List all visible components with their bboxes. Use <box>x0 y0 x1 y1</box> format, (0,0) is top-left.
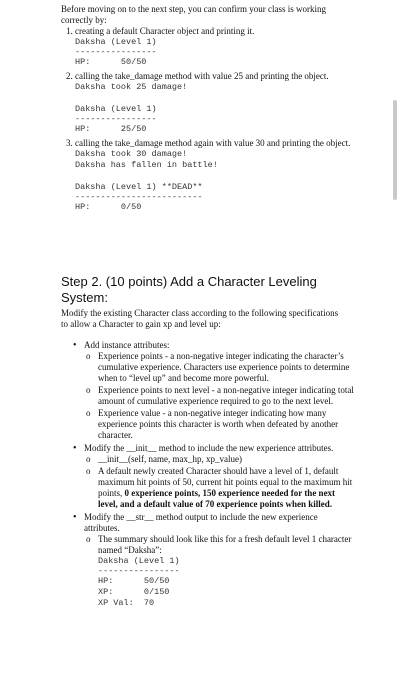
bullet-text: Modify the __str__ method output to include the new experience attributes. <box>84 512 318 533</box>
verification-steps <box>61 26 355 216</box>
vertical-scrollbar[interactable] <box>393 100 397 200</box>
sub-list <box>84 351 354 441</box>
code-line: HP: 50/50 <box>75 57 147 67</box>
code-line <box>75 93 355 104</box>
step-text: 2. calling the take_damage method with value 25 and printing the object. <box>75 71 329 81</box>
bullet-item <box>84 443 354 510</box>
sub-list <box>84 534 354 609</box>
code-line: HP: 0/50 <box>75 202 142 212</box>
step-text: 1. creating a default Character object and printing it. <box>75 26 255 36</box>
code-line: Daksha (Level 1) <box>75 104 157 114</box>
code-line: Daksha (Level 1) <box>98 556 180 566</box>
code-line <box>75 171 355 182</box>
code-line: Daksha (Level 1) **DEAD** <box>75 182 203 192</box>
bullet-text: Modify the __init__ method to include the new experience attributes. <box>84 443 334 453</box>
code-line: Daksha took 25 damage! <box>75 82 188 92</box>
bullet-text: Add instance attributes: <box>84 340 170 350</box>
sub-list <box>84 454 354 510</box>
code-line: Daksha has fallen in battle! <box>75 160 218 170</box>
sub-item <box>98 466 354 510</box>
code-rule: ---------------- <box>75 114 157 124</box>
step-item-3 <box>75 138 355 213</box>
code-line: Daksha took 30 damage! <box>75 149 188 159</box>
bullet-item <box>84 512 354 609</box>
sub-bold-text: 0 experience points, 150 experience needed for the next level, and a default value of 70 experience points when killed. <box>98 488 336 509</box>
code-line: HP: 25/50 <box>75 124 147 134</box>
requirements-list <box>72 340 354 611</box>
sub-item: o Experience value - a non-negative integer indicating how many experience points this character is worth when defeated by another character. <box>98 408 354 441</box>
step-text: 3. calling the take_damage method again with value 30 and printing the object. <box>75 138 351 148</box>
step2-heading: Step 2. (10 points) Add a Character Leveling System: <box>61 274 317 305</box>
bullet-item <box>84 340 354 441</box>
step2-description: Modify the existing Character class according to the following specifications to allow a Character to gain xp and level up: <box>61 308 339 329</box>
sub-item: o __init__(self, name, max_hp, xp_value) <box>98 454 354 465</box>
code-line: HP: 50/50 <box>98 576 170 586</box>
step-item-1 <box>75 26 355 68</box>
step-item-2 <box>75 71 355 135</box>
sub-item: o Experience points to next level - a non-negative integer indicating total amount of cumulative experience required to go to the next level. <box>98 385 354 407</box>
code-rule: ------------------------- <box>75 192 203 202</box>
sub-item: o Experience points - a non-negative integer indicating the character’s cumulative experience. Characters use experience points to determine when to “level up” and become more powerful. <box>98 351 354 384</box>
sub-text: o The summary should look like this for a fresh default level 1 character named “Daksha”: <box>98 534 352 555</box>
sub-item <box>98 534 354 609</box>
code-line: XP: 0/150 <box>98 587 170 597</box>
code-line: XP Val: 70 <box>98 598 155 608</box>
intro-text: Before moving on to the next step, you can confirm your class is working correctly by: <box>61 4 326 25</box>
code-line: Daksha (Level 1) <box>75 37 157 47</box>
code-rule: ---------------- <box>98 566 180 576</box>
code-rule: ---------------- <box>75 47 157 57</box>
sub-text: A default newly created Character should have a level of 1, default maximum hit points of 50, current hit points equal to the maximum hit points, <box>98 466 353 498</box>
